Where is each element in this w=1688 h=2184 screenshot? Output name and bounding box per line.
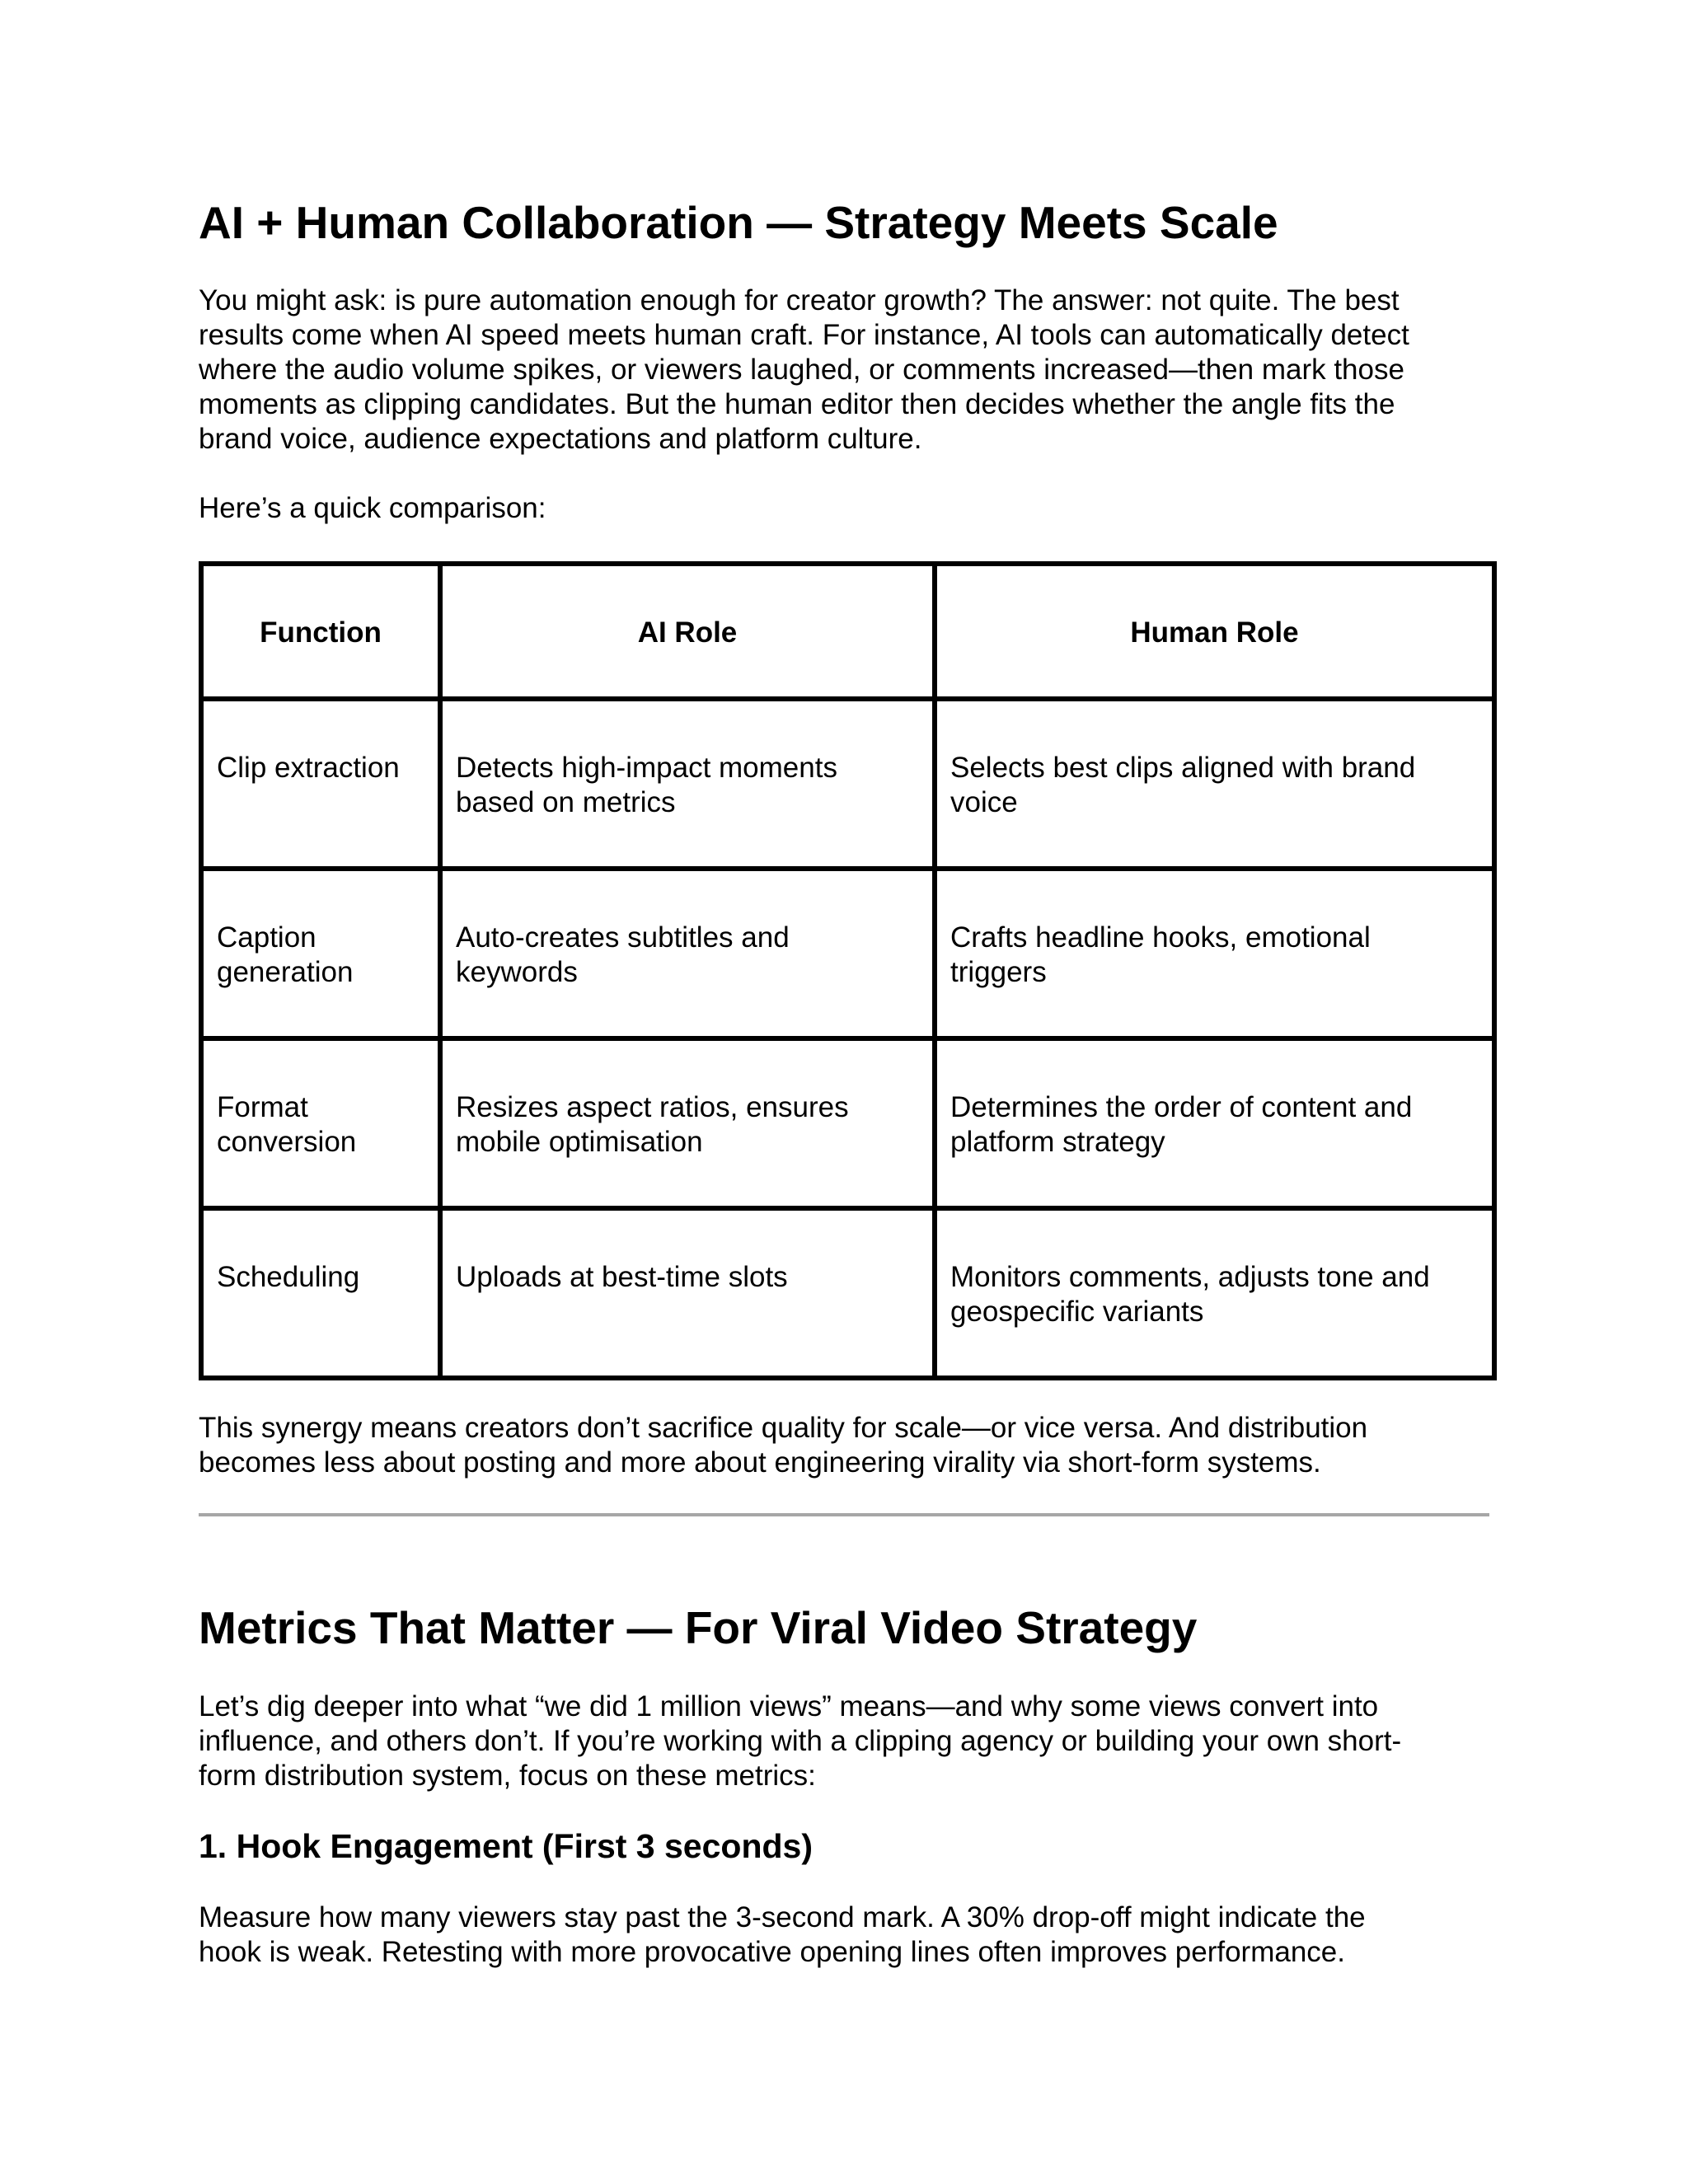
paragraph-line: results come when AI speed meets human craft. For instance, AI tools can automatically detect [199, 319, 1409, 351]
subheading-hook-engagement: 1. Hook Engagement (First 3 seconds) [199, 1827, 813, 1865]
cell-line: Selects best clips aligned with brand [950, 752, 1416, 784]
cell-function [201, 869, 440, 1038]
table-row [201, 1038, 1494, 1208]
cell-line: Scheduling [217, 1261, 360, 1293]
column-header-function: Function [201, 564, 440, 699]
cell-line: conversion [217, 1126, 357, 1158]
paragraph-line: You might ask: is pure automation enough for creator growth? The answer: not quite. The best [199, 284, 1400, 316]
cell-ai-role [440, 699, 935, 869]
intro-paragraph [199, 284, 1409, 457]
cell-human-role [935, 1208, 1494, 1378]
paragraph-line: brand voice, audience expectations and platform culture. [199, 423, 922, 455]
paragraph-line: Measure how many viewers stay past the 3-second mark. A 30% drop-off might indicate the [199, 1901, 1366, 1933]
closing-paragraph [199, 1411, 1367, 1480]
cell-line: Resizes aspect ratios, ensures [456, 1091, 849, 1123]
paragraph-line: hook is weak. Retesting with more provocative opening lines often improves performance. [199, 1936, 1345, 1968]
cell-line: Monitors comments, adjusts tone and [950, 1261, 1430, 1293]
cell-function [201, 1038, 440, 1208]
hook-engagement-paragraph [199, 1900, 1366, 1970]
cell-line: Crafts headline hooks, emotional [950, 921, 1371, 954]
comparison-lead-in: Here’s a quick comparison: [199, 492, 546, 524]
paragraph-line: where the audio volume spikes, or viewers laughed, or comments increased—then mark those [199, 354, 1404, 386]
table-header-row [201, 564, 1494, 699]
metrics-intro-paragraph [199, 1690, 1401, 1793]
cell-line: Format [217, 1091, 308, 1123]
cell-line: platform strategy [950, 1126, 1165, 1158]
column-header-ai-role: AI Role [440, 564, 935, 699]
paragraph-line: becomes less about posting and more about engineering virality via short-form systems. [199, 1446, 1321, 1479]
cell-human-role [935, 699, 1494, 869]
paragraph-line: influence, and others don’t. If you’re working with a clipping agency or building your own short- [199, 1725, 1402, 1757]
table-row [201, 699, 1494, 869]
table-row [201, 1208, 1494, 1378]
cell-line: geospecific variants [950, 1296, 1204, 1328]
paragraph-line: moments as clipping candidates. But the human editor then decides whether the angle fits the [199, 388, 1395, 420]
paragraph-line: This synergy means creators don’t sacrifice quality for scale—or vice versa. And distribution [199, 1412, 1368, 1444]
cell-ai-role [440, 869, 935, 1038]
table-row [201, 869, 1494, 1038]
cell-line: Clip extraction [217, 752, 400, 784]
cell-line: keywords [456, 956, 578, 988]
cell-line: mobile optimisation [456, 1126, 703, 1158]
cell-line: Caption [217, 921, 316, 954]
cell-line: Uploads at best-time slots [456, 1261, 788, 1293]
comparison-table [199, 561, 1497, 1380]
section-heading-ai-human: AI + Human Collaboration — Strategy Meets Scale [199, 197, 1278, 248]
cell-line: Determines the order of content and [950, 1091, 1413, 1123]
paragraph-line: Let’s dig deeper into what “we did 1 million views” means—and why some views convert into [199, 1690, 1379, 1722]
section-heading-metrics: Metrics That Matter — For Viral Video Strategy [199, 1602, 1198, 1653]
cell-line: triggers [950, 956, 1047, 988]
cell-line: voice [950, 786, 1018, 818]
cell-line: generation [217, 956, 354, 988]
cell-function [201, 1208, 440, 1378]
cell-ai-role [440, 1208, 935, 1378]
cell-ai-role [440, 1038, 935, 1208]
cell-line: based on metrics [456, 786, 676, 818]
cell-human-role [935, 869, 1494, 1038]
paragraph-line: form distribution system, focus on these metrics: [199, 1760, 816, 1792]
cell-function [201, 699, 440, 869]
cell-line: Auto-creates subtitles and [456, 921, 790, 954]
cell-line: Detects high-impact moments [456, 752, 837, 784]
cell-human-role [935, 1038, 1494, 1208]
horizontal-rule [199, 1513, 1489, 1516]
column-header-human-role: Human Role [935, 564, 1494, 699]
